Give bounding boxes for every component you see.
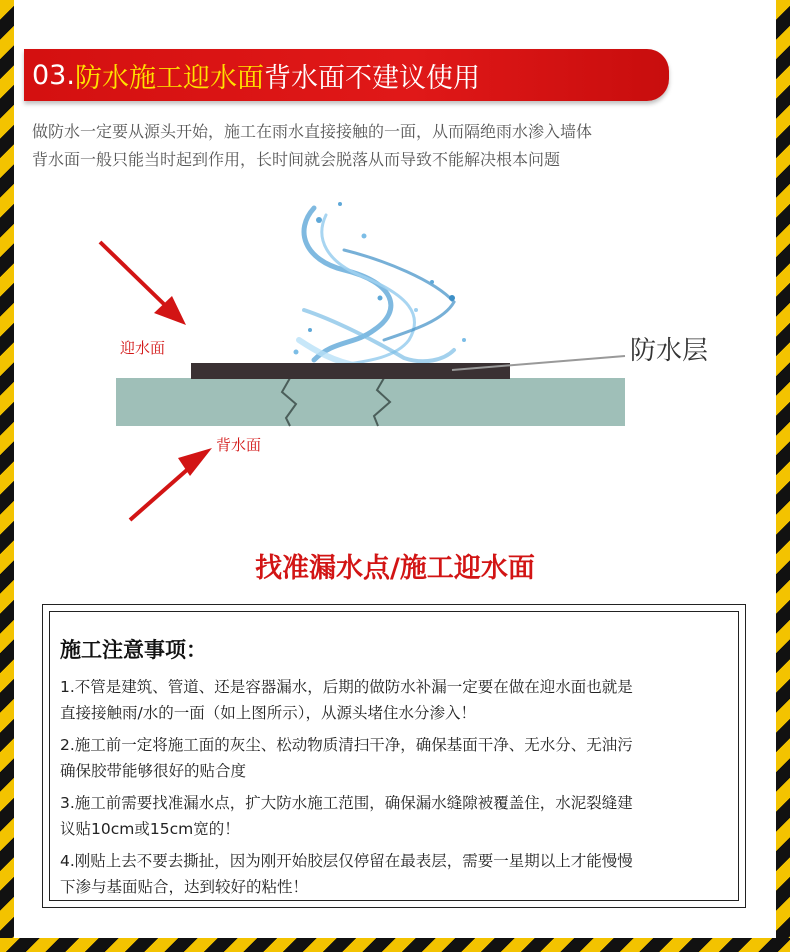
note-line: 3.施工前需要找准漏水点，扩大防水施工范围，确保漏水缝隙被覆盖住，水泥裂缝建 xyxy=(60,794,633,812)
notes-list xyxy=(60,674,730,906)
layer-label: 防水层 xyxy=(630,336,709,366)
note-item-4 xyxy=(60,848,730,900)
note-line: 直接接触雨/水的一面（如上图所示），从源头堵住水分渗入！ xyxy=(60,704,476,722)
note-line: 议贴10cm或15cm宽的！ xyxy=(60,820,240,838)
waterproof-diagram xyxy=(14,190,776,530)
front-side-label: 迎水面 xyxy=(120,339,166,357)
note-line: 1.不管是建筑、管道、还是容器漏水，后期的做防水补漏一定要在做在迎水面也就是 xyxy=(60,678,633,696)
note-item-3 xyxy=(60,790,730,842)
back-arrow-icon xyxy=(130,448,212,520)
note-line: 2.施工前一定将施工面的灰尘、松动物质清扫干净，确保基面干净、无水分、无油污 xyxy=(60,736,633,754)
title-number: 03. xyxy=(32,59,75,91)
hazard-stripe-bottom xyxy=(0,938,790,952)
note-line: 4.刚贴上去不要去撕扯，因为刚开始胶层仅停留在最表层，需要一星期以上才能慢慢 xyxy=(60,852,633,870)
intro-line-1: 做防水一定要从源头开始，施工在雨水直接接触的一面，从而隔绝雨水渗入墙体 xyxy=(32,122,593,141)
title-banner xyxy=(24,49,669,101)
note-line: 确保胶带能够很好的贴合度 xyxy=(60,762,247,780)
note-item-1 xyxy=(60,674,730,726)
title-highlight: 防水施工迎水面 xyxy=(74,62,264,94)
wall-block xyxy=(116,378,625,426)
water-splash-icon xyxy=(294,202,467,366)
intro-text xyxy=(32,118,762,174)
intro-line-2: 背水面一般只能当时起到作用，长时间就会脱落从而导致不能解决根本问题 xyxy=(32,150,561,169)
note-item-2 xyxy=(60,732,730,784)
back-side-label: 背水面 xyxy=(216,436,262,454)
title-rest: 背水面不建议使用 xyxy=(263,62,480,94)
front-arrow-icon xyxy=(100,242,186,325)
notes-heading: 施工注意事项： xyxy=(60,638,207,662)
waterproof-membrane xyxy=(191,363,510,379)
hazard-stripe-right xyxy=(776,0,790,952)
note-line: 下渗与基面贴合，达到较好的粘性！ xyxy=(60,878,309,896)
subtitle: 找准漏水点/施工迎水面 xyxy=(255,553,535,584)
content-panel xyxy=(14,0,776,938)
hazard-stripe-left xyxy=(0,0,14,952)
